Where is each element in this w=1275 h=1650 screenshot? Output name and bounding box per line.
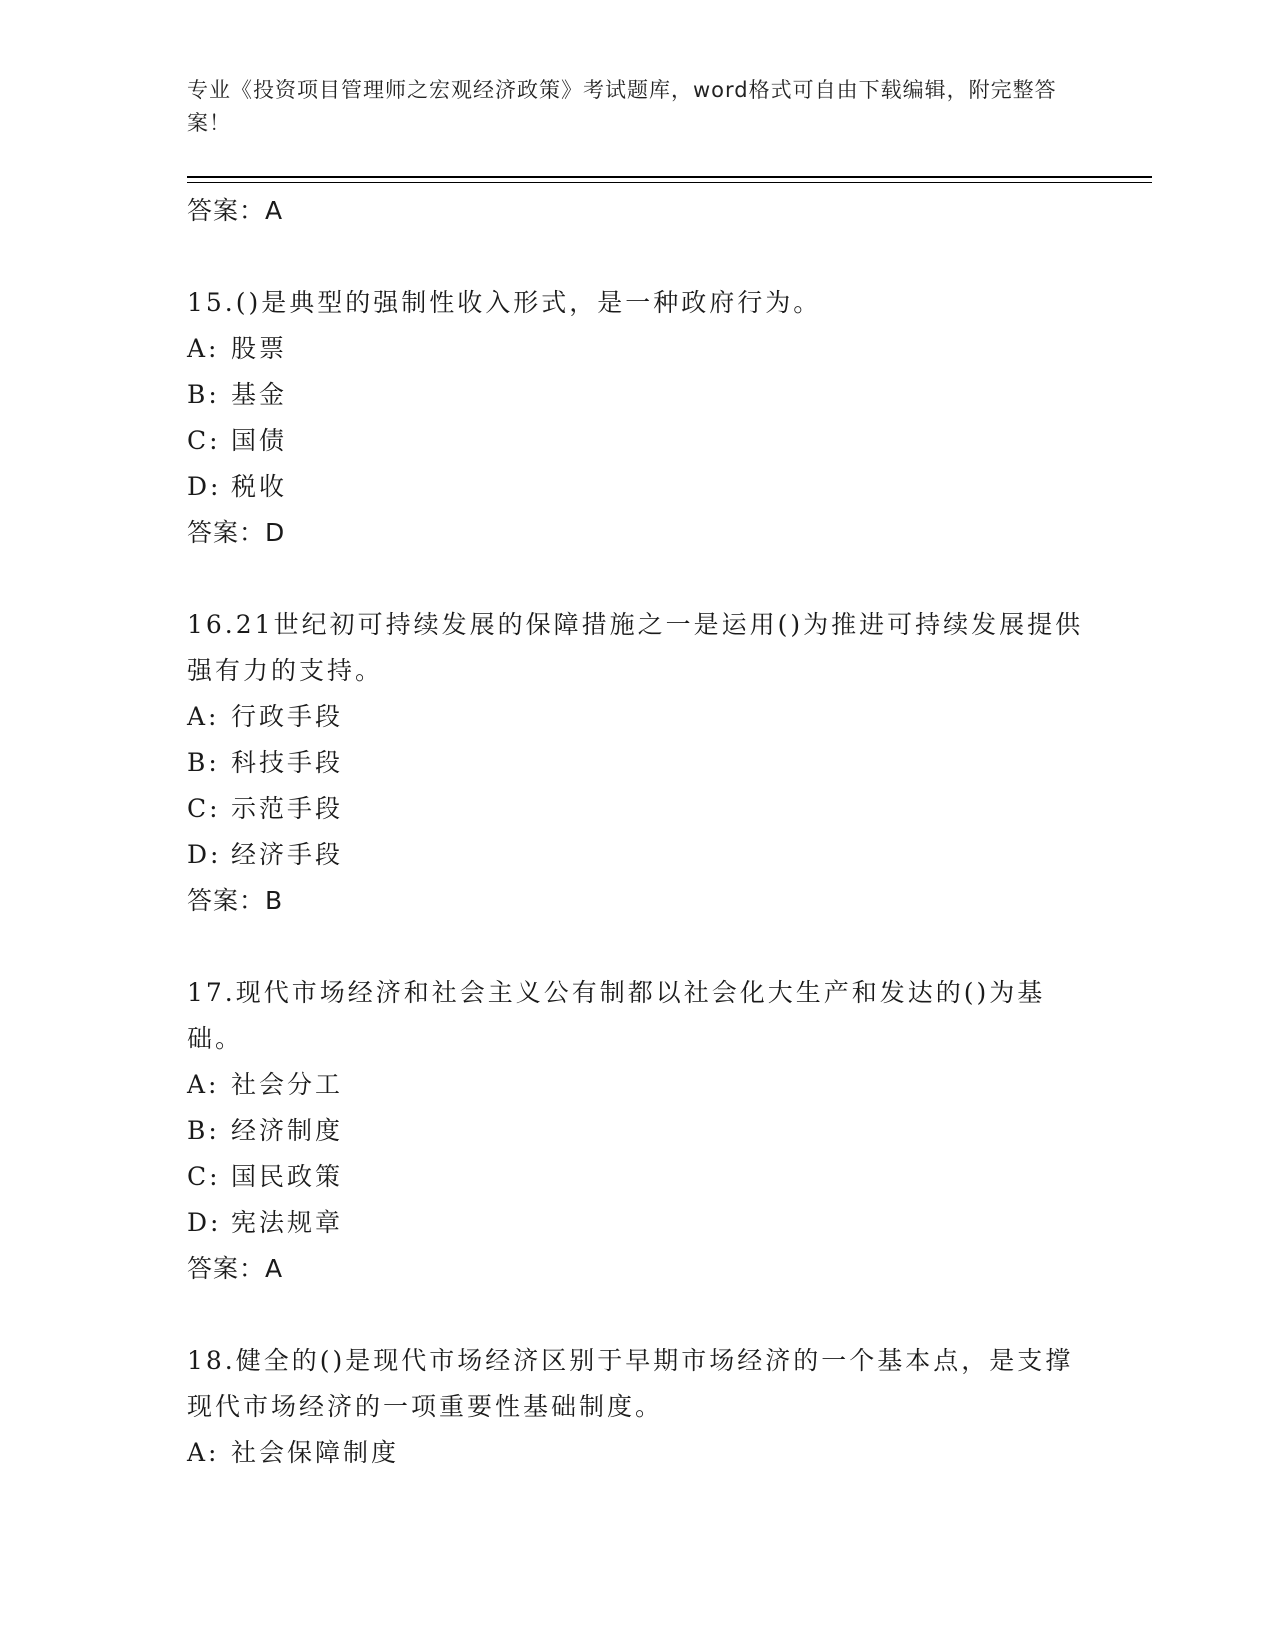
spacer [187,556,1087,602]
option-item [187,1200,1087,1246]
option-text: 宪法规章 [231,1208,344,1237]
option-text: 股票 [231,334,288,363]
option-text: 经济手段 [231,840,344,869]
option-text: 社会分工 [231,1070,344,1099]
option-text: 示范手段 [231,794,344,823]
option-text: 基金 [231,380,288,409]
question-stem: 17.现代市场经济和社会主义公有制都以社会化大生产和发达的()为基础。 [187,978,1046,1053]
question-stem: 18.健全的()是现代市场经济区别于早期市场经济的一个基本点，是支撑现代市场经济的一项重要性基础制度。 [187,1346,1074,1421]
option-key: C: [187,426,221,455]
answer-line: 答案：A [187,196,284,225]
option-item [187,1430,1087,1476]
option-item [187,1108,1087,1154]
option-item [187,786,1087,832]
question-stem: 16.21世纪初可持续发展的保障措施之一是运用()为推进可持续发展提供强有力的支持。 [187,610,1084,685]
answer-line: 答案：D [187,518,286,547]
option-item [187,418,1087,464]
option-key: C: [187,1162,221,1191]
option-key: B: [187,380,220,409]
header-divider-thin [187,182,1152,183]
option-key: B: [187,748,220,777]
question-list [187,188,1087,1476]
option-key: A: [187,1438,220,1467]
option-text: 行政手段 [231,702,344,731]
option-text: 社会保障制度 [231,1438,400,1467]
option-item [187,1062,1087,1108]
option-text: 科技手段 [231,748,344,777]
option-item [187,372,1087,418]
option-item [187,464,1087,510]
option-text: 税收 [231,472,288,501]
option-key: A: [187,334,220,363]
spacer [187,234,1087,280]
option-text: 国债 [231,426,288,455]
option-key: A: [187,702,220,731]
page-header: 专业《投资项目管理师之宏观经济政策》考试题库，word格式可自由下载编辑，附完整答案！ [187,78,1057,135]
option-key: A: [187,1070,220,1099]
option-item [187,694,1087,740]
option-key: B: [187,1116,220,1145]
option-item [187,832,1087,878]
option-item [187,326,1087,372]
spacer [187,1292,1087,1338]
question-stem: 15.()是典型的强制性收入形式，是一种政府行为。 [187,288,822,317]
option-key: D: [187,840,222,869]
option-key: D: [187,1208,222,1237]
option-text: 国民政策 [231,1162,344,1191]
spacer [187,924,1087,970]
option-key: D: [187,472,222,501]
answer-line: 答案：A [187,1254,284,1283]
option-key: C: [187,794,221,823]
header-divider [187,176,1152,178]
option-item [187,740,1087,786]
answer-line: 答案：B [187,886,284,915]
option-text: 经济制度 [231,1116,344,1145]
option-item [187,1154,1087,1200]
